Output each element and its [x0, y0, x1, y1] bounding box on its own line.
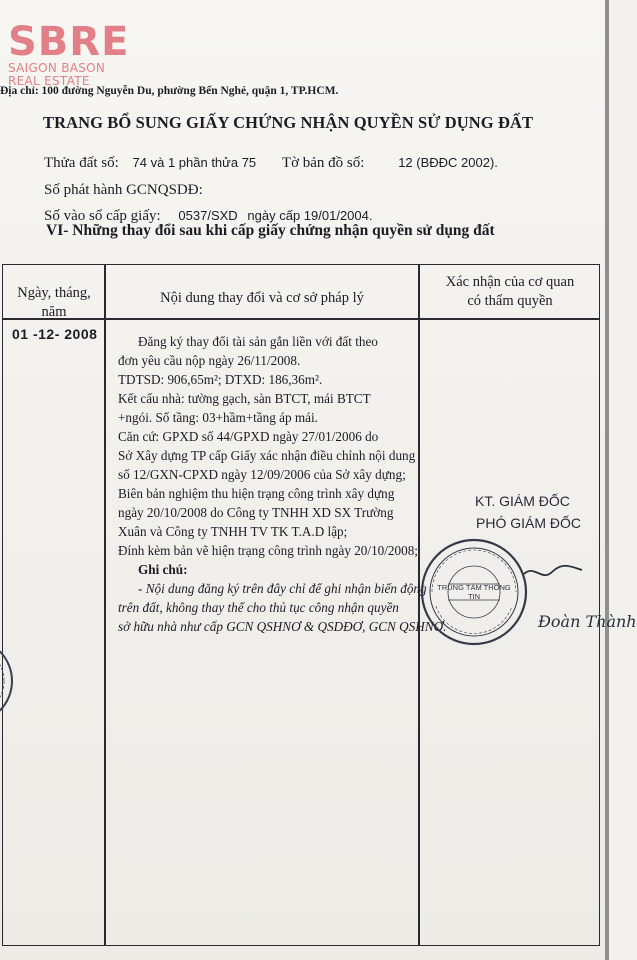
page-edge — [605, 0, 609, 960]
map-label: Tờ bản đồ số: — [281, 155, 365, 171]
logo-subtitle-2: REAL ESTATE — [8, 74, 90, 88]
header-confirmation: Xác nhận của cơ quan có thẩm quyền — [445, 274, 575, 309]
register-value: 0537/SXD — [178, 208, 238, 223]
parcel-value: 74 và 1 phần thửa 75 — [132, 155, 257, 170]
note-line: - Nội dung đăng ký trên đây chỉ để ghi nhận biến động — [138, 581, 427, 596]
note-label: Ghi chú: — [138, 562, 188, 577]
table-column-divider — [104, 264, 106, 946]
entry-content — [118, 332, 447, 636]
logo-subtitle: SAIGON BASON — [8, 61, 106, 75]
map-value: 12 (BĐĐC 2002). — [398, 155, 498, 170]
parcel-line — [44, 155, 498, 172]
parcel-label: Thửa đất số: — [44, 155, 119, 171]
content-line: Đính kèm bản vẽ hiện trạng công trình ngày 20/10/2008; — [118, 543, 418, 558]
seal-text: TRUNG TÂM THÔNG TIN — [437, 583, 511, 601]
logo-main-text: SBRE — [8, 19, 130, 65]
confirm-title: KT. GIÁM ĐỐC — [475, 493, 570, 509]
content-line: đơn yêu cầu nộp ngày 26/11/2008. — [118, 353, 301, 368]
note-line: trên đất, không thay thế cho thủ tục công nhận quyền — [118, 600, 399, 615]
register-label: Số vào sổ cấp giấy: — [44, 208, 161, 224]
signature-stroke-icon — [522, 560, 584, 584]
content-line: số 12/GXN-CPXD ngày 12/09/2006 của Sở xây dựng; — [118, 467, 406, 482]
partial-seal-icon — [0, 636, 18, 726]
header-date: Ngày, tháng, năm — [17, 285, 91, 320]
company-address: Địa chỉ: 100 đường Nguyễn Du, phường Bến Nghé, quận 1, TP.HCM. — [0, 85, 339, 97]
content-line: Kết cấu nhà: tường gạch, sàn BTCT, mái BTCT — [118, 391, 371, 406]
document-title: TRANG BỔ SUNG GIẤY CHỨNG NHẬN QUYỀN SỬ DỤNG ĐẤT — [43, 113, 534, 132]
content-line: Biên bản nghiệm thu hiện trạng công trình xây dựng — [118, 486, 395, 501]
content-line: Căn cứ: GPXD số 44/GPXD ngày 27/01/2006 do — [118, 429, 379, 444]
content-line: +ngói. Số tầng: 03+hầm+tầng áp mái. — [118, 410, 318, 425]
signature-name: Đoàn Thành — [538, 612, 637, 631]
header-content: Nội dung thay đổi và cơ sở pháp lý — [160, 290, 364, 306]
section-title: VI- Những thay đổi sau khi cấp giấy chứng nhận quyền sử dụng đất — [46, 222, 495, 239]
content-line: ngày 20/10/2008 do Công ty TNHH XD SX Trường — [118, 505, 394, 520]
content-line: Sở Xây dựng TP cấp Giấy xác nhận điều chỉnh nội dung — [118, 448, 416, 463]
entry-date: 01 -12- 2008 — [12, 326, 98, 342]
content-line: Xuân và Công ty TNHH TV TK T.A.D lập; — [118, 524, 348, 539]
content-line: Đăng ký thay đổi tài sản gắn liền với đất theo — [138, 334, 378, 349]
register-date: ngày cấp 19/01/2004. — [247, 208, 373, 223]
issue-number-label: Số phát hành GCNQSDĐ: — [44, 182, 203, 198]
content-line: TDTSD: 906,65m²; DTXD: 186,36m². — [118, 372, 323, 387]
note-line: sở hữu nhà như cấp GCN QSHNƠ & QSDĐƠ, GCN QSHNƠ. — [118, 619, 447, 634]
sbre-logo — [8, 19, 133, 88]
confirm-subtitle: PHÓ GIÁM ĐỐC — [476, 515, 582, 531]
